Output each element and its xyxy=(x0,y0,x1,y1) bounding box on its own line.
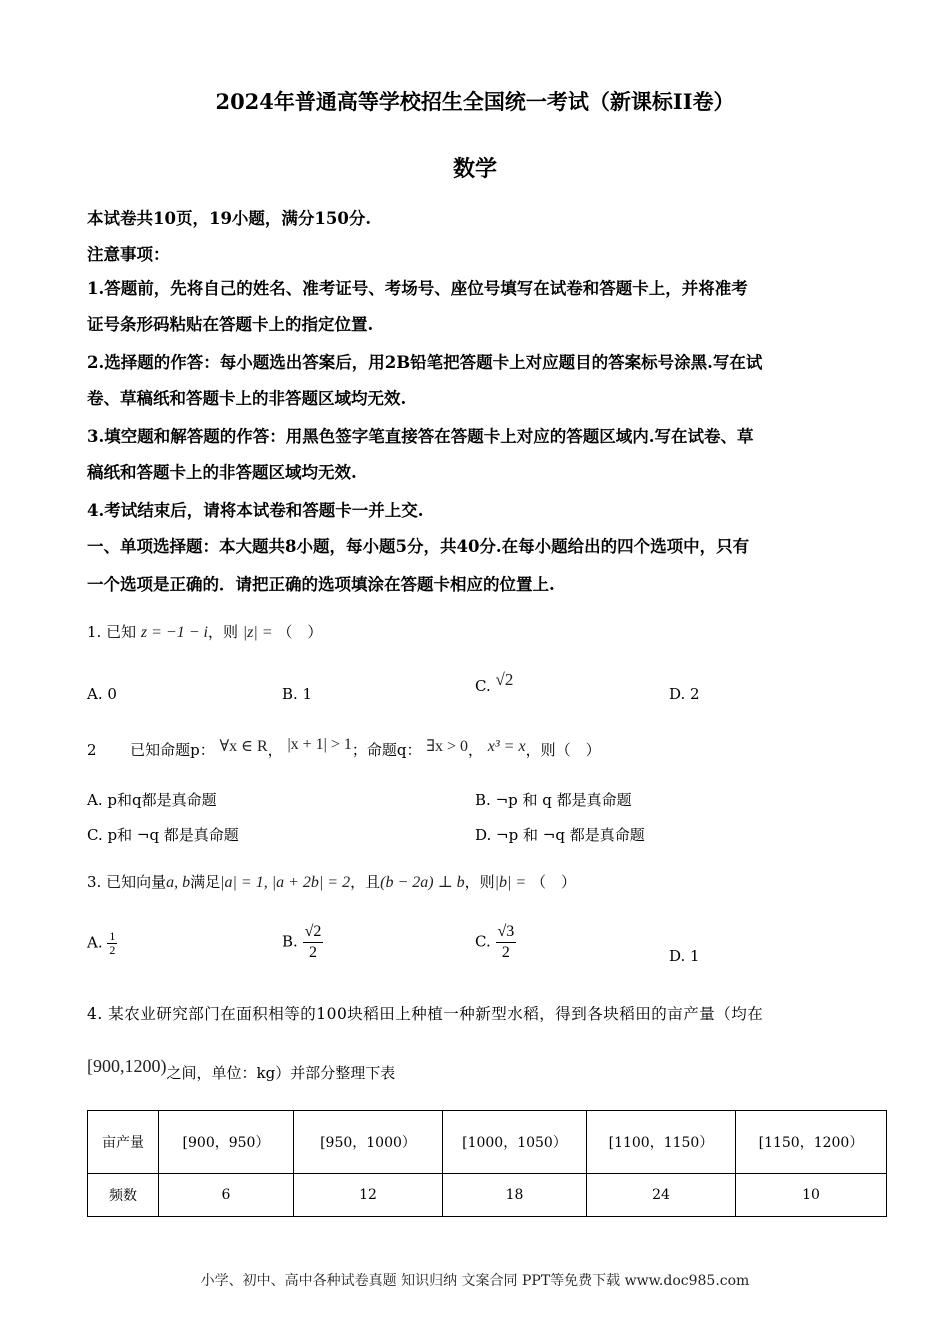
table-cell: 12 xyxy=(294,1174,443,1217)
table-cell: 24 xyxy=(587,1174,736,1217)
q1-option-d: D. 2 xyxy=(669,685,700,703)
notice-4-line1: 4.考试结束后，请将本试卷和答题卡一并上交. xyxy=(87,501,424,520)
q3-option-b xyxy=(282,922,323,963)
notice-3-line1: 3.填空题和解答题的作答：用黑色签字笔直接答在答题卡上对应的答题区域内.写在试卷、草 xyxy=(87,427,754,446)
q3-mid3: ，则 xyxy=(464,873,495,891)
table-row xyxy=(88,1111,887,1174)
q2-option-d xyxy=(475,823,645,847)
q2-suffix: ，则（ ） xyxy=(525,741,601,759)
q2-option-c-label: C. xyxy=(87,826,103,844)
yield-table xyxy=(87,1110,887,1217)
q1-expression: z = −1 − i xyxy=(140,624,208,641)
q3-option-c-label: C. xyxy=(475,932,491,951)
q3-option-a xyxy=(87,930,117,957)
question-3 xyxy=(87,870,877,895)
q4-interval: [900,1200) xyxy=(87,1056,167,1076)
q3-option-a-label: A. xyxy=(87,933,103,952)
q3-prefix: 3. 已知向量 xyxy=(87,873,167,891)
q3-option-a-numerator: 1 xyxy=(109,929,116,943)
q1-ask: |z| = xyxy=(242,624,273,641)
table-cell: 10 xyxy=(736,1174,887,1217)
q3-vars: a, b xyxy=(166,874,191,891)
q2-option-a-label: A. xyxy=(87,791,103,809)
notice-1-line1: 1.答题前，先将自己的姓名、准考证号、考场号、座位号填写在试卷和答题卡上，并将准考 xyxy=(87,279,748,298)
q2-option-b-text: ¬p 和 q 都是真命题 xyxy=(495,791,632,809)
q3-mid1: 满足 xyxy=(190,873,221,891)
table-header-cell: [1000，1050） xyxy=(443,1111,587,1174)
q2-mid: ；命题q： xyxy=(351,741,422,759)
q1-option-a: A. 0 xyxy=(87,685,117,703)
q3-option-d: D. 1 xyxy=(669,947,700,965)
notice-2-line1: 2.选择题的作答：每小题选出答案后，用2B铅笔把答题卡上对应题目的答案标号涂黑.写在试 xyxy=(87,353,763,372)
table-cell: 频数 xyxy=(88,1174,159,1217)
page-footer: 小学、初中、高中各种试卷真题 知识归纳 文案合同 PPT等免费下载 www.doc985.com xyxy=(200,1273,750,1289)
section1-line2: 一个选项是正确的．请把正确的选项填涂在答题卡相应的位置上. xyxy=(87,575,555,594)
table-header-cell: 亩产量 xyxy=(88,1111,159,1174)
q1-option-c-label: C. xyxy=(475,677,491,695)
q2-q-part2: x³ = x xyxy=(487,738,526,755)
table-header-cell: [900，950） xyxy=(159,1111,294,1174)
q2-option-a-text: p和q都是真命题 xyxy=(107,791,217,809)
q2-option-d-text: ¬p 和 ¬q 都是真命题 xyxy=(496,826,645,844)
notice-3-line2: 稿纸和答题卡上的非答题区域均无效. xyxy=(87,463,357,482)
table-cell: 6 xyxy=(159,1174,294,1217)
q3-option-c-numerator: √3 xyxy=(496,922,517,943)
q2-p-part1: ∀x ∈ R xyxy=(219,738,268,755)
question-4-line2 xyxy=(87,1056,877,1085)
q3-option-b-numerator: √2 xyxy=(303,922,324,943)
q3-option-b-fraction xyxy=(303,922,324,963)
table-header-cell: [1100，1150） xyxy=(587,1111,736,1174)
q2-option-a xyxy=(87,788,217,812)
table-header-cell: [950，1000） xyxy=(294,1111,443,1174)
exam-intro: 本试卷共10页，19小题，满分150分. xyxy=(87,209,372,228)
notice-heading: 注意事项： xyxy=(87,245,170,264)
table-header-cell: [1150，1200） xyxy=(736,1111,887,1174)
q2-option-d-label: D. xyxy=(475,826,492,844)
q2-option-b xyxy=(475,788,632,812)
q3-condition-1: |a| = 1, |a + 2b| = 2 xyxy=(220,874,351,891)
q3-option-a-denominator: 2 xyxy=(109,943,116,957)
q3-option-a-fraction xyxy=(107,930,117,957)
q3-option-c-fraction xyxy=(496,922,517,963)
q3-option-c-denominator: 2 xyxy=(501,944,510,961)
q3-option-b-denominator: 2 xyxy=(308,944,317,961)
question-2: 2 已知命题p： ∀x ∈ R， |x + 1| > 1；命题q： ∃x > 0， x³ = x，则（ ） xyxy=(87,736,601,759)
q1-suffix: （ ） xyxy=(277,623,323,641)
q2-number: 2 xyxy=(87,741,97,759)
table-row xyxy=(88,1174,887,1217)
q2-p-part2: |x + 1| > 1 xyxy=(287,736,352,753)
q3-condition-2: (b − 2a) ⊥ b xyxy=(380,874,465,891)
q1-option-b: B. 1 xyxy=(282,685,313,703)
notice-2-line2: 卷、草稿纸和答题卡上的非答题区域均无效. xyxy=(87,389,407,408)
q1-mid: ，则 xyxy=(207,623,238,641)
question-4-line1: 4. 某农业研究部门在面积相等的100块稻田上种植一种新型水稻，得到各块稻田的亩产量（均在 xyxy=(87,1005,764,1023)
q4-line2-text: 之间，单位：kg）并部分整理下表 xyxy=(166,1064,396,1082)
page-title: 2024年普通高等学校招生全国统一考试（新课标II卷） xyxy=(215,89,735,114)
q3-suffix: （ ） xyxy=(531,873,577,891)
q3-option-c xyxy=(475,922,516,963)
q1-prefix: 1. 已知 xyxy=(87,623,137,641)
section1-line1: 一、单项选择题：本大题共8小题，每小题5分，共40分.在每小题给出的四个选项中，只有 xyxy=(87,537,750,556)
q1-option-c-value: √2 xyxy=(495,670,514,689)
q2-option-c xyxy=(87,823,239,847)
q2-prefix: 已知命题p： xyxy=(130,741,215,759)
q3-option-b-label: B. xyxy=(282,932,298,951)
q3-ask: |b| = xyxy=(494,874,527,891)
subject-title: 数学 xyxy=(452,156,497,182)
q1-option-c xyxy=(475,670,514,698)
q2-q-part1: ∃x > 0 xyxy=(426,738,468,755)
notice-1-line2: 证号条形码粘贴在答题卡上的指定位置. xyxy=(87,315,374,334)
q2-option-c-text: p和 ¬q 都是真命题 xyxy=(107,826,239,844)
q2-option-b-label: B. xyxy=(475,791,491,809)
q3-mid2: ，且 xyxy=(350,873,381,891)
table-cell: 18 xyxy=(443,1174,587,1217)
question-1 xyxy=(87,620,877,645)
